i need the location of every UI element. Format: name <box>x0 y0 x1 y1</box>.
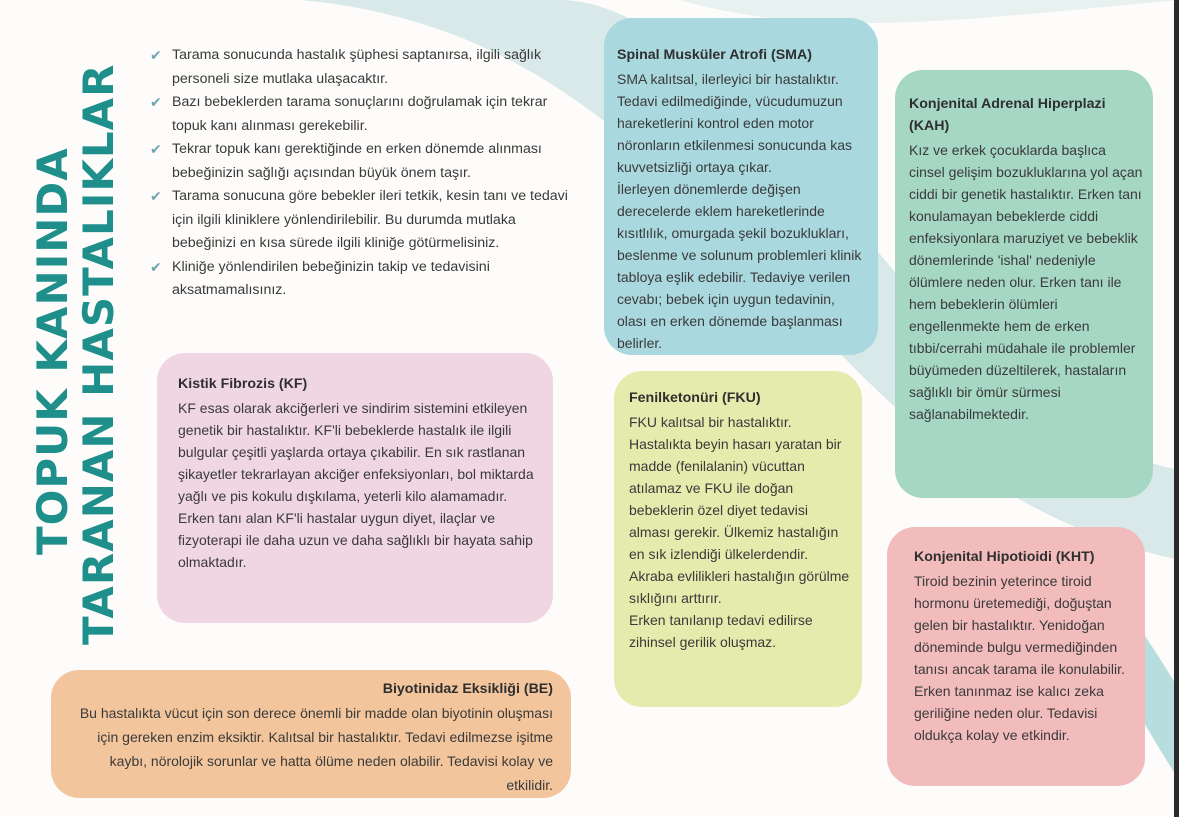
info-bullet-list <box>150 44 570 303</box>
sma-text: SMA kalıtsal, ilerleyici bir hastalıktır. Tedavi edilmediğinde, vücudumuzun hareketlerini kontrol eden motor nöronların etkilenmesi sonucunda kas kuvvetsizliği ortaya çıkar. İlerleyen dönemlerde değişen derecelerde eklem hareketlerinde kısıtlılık, omurgada şekil bozuklukları, beslenme ve solunum problemleri klinik tabloya eşlik edebilir. Tedaviye verilen cevabı; bebek için uygun tedavinin, olası en erken dönemde başlanması belirler. <box>617 71 862 351</box>
bullet-text: Bazı bebeklerden tarama sonuçlarını doğrulamak için tekrar topuk kanı alınması gerekebilir. <box>172 94 548 134</box>
bullet-text: Tarama sonucunda hastalık şüphesi saptanırsa, ilgili sağlık personeli size mutlaka ulaşacaktır. <box>172 47 542 87</box>
fku-heading: Fenilketonüri (FKU) <box>629 390 761 406</box>
kah-card <box>895 70 1153 498</box>
bullet-text: Kliniğe yönlendirilen bebeğinizin takip ve tedavisini aksatmamalısınız. <box>172 258 490 298</box>
check-icon: ✔ <box>150 188 162 204</box>
be-card <box>51 670 571 798</box>
kf-card <box>157 353 553 623</box>
kah-text: Kız ve erkek çocuklarda başlıca cinsel gelişim bozukluklarına yol açan ciddi bir genetik hastalıktır. Erken tanı konulamayan bebeklerde ciddi enfeksiyonlara maruziyet ve bebeklik dönemlerinde 'ishal' nedeniyle ölümlere neden olur. Erken tanı ile hem bebeklerin ölümleri engellenmekte hem de erken tıbbi/cerrahi müdahale ile problemler büyümeden düzeltilerek, hastaların sağlıklı bir ömür sürmesi sağlanabilmektedir. <box>909 142 1143 422</box>
list-item <box>150 138 570 185</box>
fku-card <box>614 371 862 707</box>
be-text: Bu hastalıkta vücut için son derece önemli bir madde olan biyotinin oluşması için gereken enzim eksiktir. Kalıtsal bir hastalıktır. Tedavi edilmezse işitme kaybı, nörolojik sorunlar ve hatta ölüme neden olabilir. Tedavisi kolay ve etkilidir. <box>79 705 553 793</box>
page-edge <box>1174 0 1179 817</box>
list-item <box>150 256 570 303</box>
bullet-text: Tarama sonucuna göre bebekler ileri tetkik, kesin tanı ve tedavi için ilgili kliniklere yönlendirilebilir. Bu durumda mutlaka bebeğinizi en kısa sürede ilgili kliniğe götürmelisiniz. <box>172 188 568 251</box>
sma-heading: Spinal Musküler Atrofi (SMA) <box>617 47 812 63</box>
page-title-line-2: TARANAN HASTALIKLAR <box>74 63 123 645</box>
be-heading: Biyotinidaz Eksikliği (BE) <box>382 681 553 697</box>
list-item <box>150 91 570 138</box>
kht-text: Tiroid bezinin yeterince tiroid hormonu üretemediği, doğuştan gelen bir hastalıktır. Yenidoğan döneminde bulgu vermediğinden tanısı ancak tarama ile konulabilir. Erken tanınmaz ise kalıcı zeka geriliğine neden olur. Tedavisi oldukça kolay ve etkindir. <box>914 573 1125 743</box>
page-title-line-1: TOPUK KANINDA <box>28 147 77 555</box>
kf-heading: Kistik Fibrozis (KF) <box>178 376 308 392</box>
kht-card <box>887 527 1145 786</box>
bullet-text: Tekrar topuk kanı gerektiğinde en erken dönemde alınması bebeğinizin sağlığı açısından büyük önem taşır. <box>172 141 542 181</box>
check-icon: ✔ <box>150 258 162 275</box>
list-item <box>150 185 570 256</box>
sma-card <box>604 18 878 355</box>
check-icon: ✔ <box>150 94 162 110</box>
kah-heading: Konjenital Adrenal Hiperplazi (KAH) <box>909 96 1106 134</box>
check-icon: ✔ <box>150 141 162 157</box>
fku-text: FKU kalıtsal bir hastalıktır. Hastalıkta beyin hasarı yaratan bir madde (fenilalanin) vücuttan atılamaz ve FKU ile doğan bebeklerin özel diyet tedavisi alması gerekir. Ülkemiz hastalığın en sık izlendiği ülkelerdendir. Akraba evlilikleri hastalığın görülme sıklığını arttırır. Erken tanılanıp tedavi edilirse zihinsel gerilik oluşmaz. <box>629 414 850 650</box>
list-item <box>150 44 570 91</box>
check-icon: ✔ <box>150 47 162 63</box>
kht-heading: Konjenital Hipotioidi (KHT) <box>914 549 1095 565</box>
kf-text: KF esas olarak akciğerleri ve sindirim sistemini etkileyen genetik bir hastalıktır. KF'li bebeklerde hastalık ile ilgili bulgular çeşitli yaşlarda ortaya çıkabilir. En sık rastlanan şikayetler tekrarlayan akciğer enfeksiyonları, bol miktarda yağlı ve pis kokulu dışkılama, yeterli kilo alamamadır. Erken tanı alan KF'li hastalar uygun diyet, ilaçlar ve fizyoterapi ile daha uzun ve daha sağlıklı bir hayata sahip olmaktadır. <box>178 400 534 570</box>
